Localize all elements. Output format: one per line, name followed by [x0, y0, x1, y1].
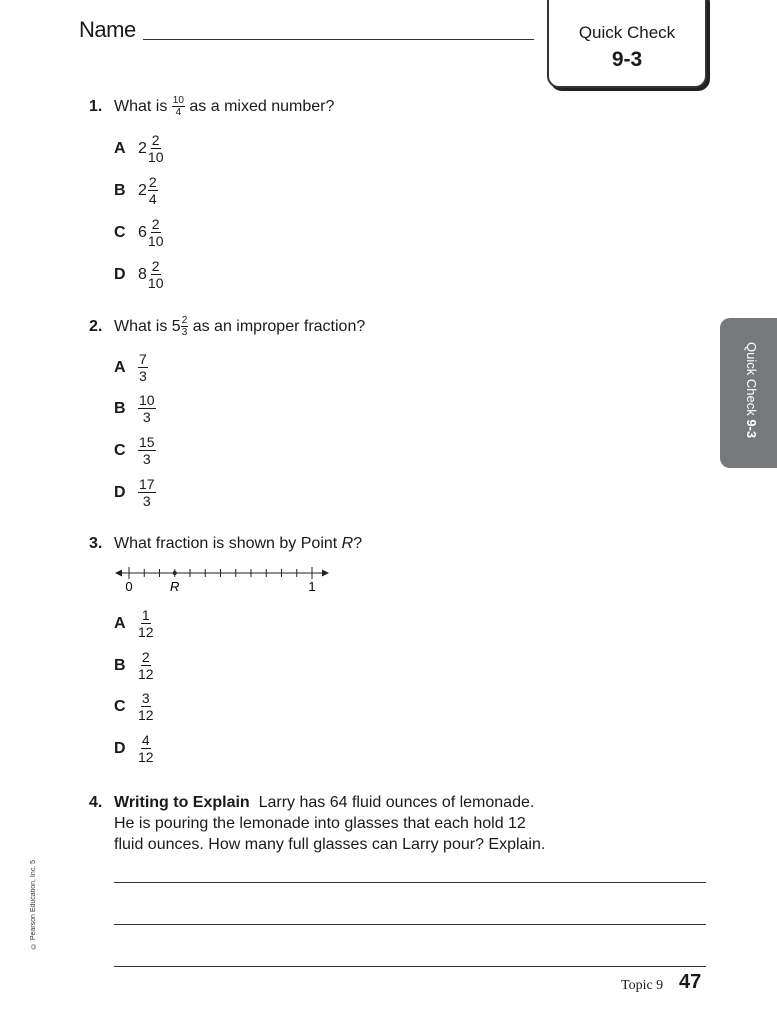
answer-option-1c[interactable]: [114, 217, 163, 248]
question-1: [89, 96, 334, 118]
option-letter: B: [114, 656, 126, 674]
number-line-point-label: R: [170, 579, 180, 594]
fraction-numerator: 4: [141, 732, 150, 748]
answer-option-2b[interactable]: [114, 393, 156, 424]
option-letter: D: [114, 265, 126, 283]
question-text-line-1: Larry has 64 fluid ounces of lemonade.: [258, 794, 535, 811]
fraction-denominator: 4: [175, 107, 182, 118]
answer-option-2c[interactable]: [114, 435, 156, 466]
question-number: 2.: [89, 318, 103, 335]
fraction-numerator: 17: [139, 476, 155, 492]
fraction-numerator: 2: [151, 216, 160, 232]
point-r-marker: [173, 571, 177, 575]
answer-option-1b[interactable]: [114, 175, 158, 206]
question-text-line-2: He is pouring the lemonade into glasses that each hold 12: [114, 815, 526, 832]
fraction-denominator: 12: [138, 749, 154, 765]
option-fraction: [138, 477, 156, 508]
option-fraction: [148, 133, 164, 164]
question-number: 1.: [89, 98, 103, 115]
fraction-denominator: 3: [142, 409, 151, 425]
fraction-denominator: 3: [142, 451, 151, 467]
fraction-numerator: 10: [139, 392, 155, 408]
option-letter: B: [114, 181, 126, 199]
fraction-denominator: 3: [142, 493, 151, 509]
answer-option-1a[interactable]: [114, 133, 163, 164]
writing-to-explain-heading: Writing to Explain: [114, 794, 250, 811]
left-arrow-icon: [115, 570, 122, 577]
option-fraction: [138, 435, 156, 466]
answer-option-3c[interactable]: [114, 691, 154, 722]
fraction-numerator: 3: [141, 690, 150, 706]
option-letter: A: [114, 139, 126, 157]
fraction-numerator: 7: [139, 351, 147, 367]
name-line[interactable]: [143, 39, 534, 40]
question-4: [89, 792, 689, 855]
answer-option-1d[interactable]: [114, 259, 163, 290]
quick-check-title: Quick Check: [578, 23, 676, 42]
quick-check-number: 9-3: [611, 48, 643, 71]
option-fraction: [138, 650, 154, 681]
question-3: [89, 535, 362, 553]
fraction-numerator: 2: [148, 174, 157, 190]
question-text-line-3: fluid ounces. How many full glasses can Larry pour? Explain.: [114, 836, 546, 853]
question-number: 4.: [89, 794, 103, 811]
quick-check-box: [547, 0, 707, 88]
question-fraction: [181, 316, 189, 338]
point-label-inline: R: [341, 535, 354, 552]
fraction-denominator: 10: [147, 149, 164, 165]
fraction-denominator: 10: [147, 233, 164, 249]
fraction-numerator: 2: [141, 649, 150, 665]
fraction-denominator: 10: [147, 275, 164, 291]
answer-option-2a[interactable]: [114, 352, 148, 383]
option-whole: 8: [138, 265, 147, 283]
question-text: What is 5: [114, 318, 181, 335]
option-whole: 2: [138, 139, 147, 157]
fraction-denominator: 3: [181, 327, 188, 338]
fraction-numerator: 2: [181, 315, 188, 326]
fraction-denominator: 12: [138, 666, 154, 682]
option-whole: 6: [138, 223, 147, 241]
option-letter: C: [114, 223, 126, 241]
option-letter: A: [114, 614, 126, 632]
question-text: What fraction is shown by Point: [114, 535, 338, 552]
fraction-numerator: 15: [139, 434, 155, 450]
question-fraction: [172, 96, 185, 118]
option-fraction: [138, 393, 156, 424]
side-tab-title: Quick Check: [744, 342, 759, 416]
option-whole: 2: [138, 181, 147, 199]
fraction-denominator: 3: [139, 368, 147, 384]
answer-line-3[interactable]: [114, 966, 706, 967]
fraction-denominator: 12: [138, 707, 154, 723]
option-letter: A: [114, 358, 126, 376]
answer-option-3b[interactable]: [114, 650, 154, 681]
answer-option-3d[interactable]: [114, 733, 154, 764]
option-letter: C: [114, 697, 126, 715]
question-text-end: ?: [353, 535, 363, 552]
option-fraction: [148, 175, 158, 206]
fraction-numerator: 2: [151, 132, 160, 148]
name-label: Name: [79, 17, 136, 42]
side-tab: [720, 318, 777, 468]
question-2: [89, 316, 365, 338]
copyright-notice: © Pearson Education, Inc. 5: [30, 860, 37, 950]
option-letter: D: [114, 483, 126, 501]
option-letter: D: [114, 739, 126, 757]
option-fraction: [138, 691, 154, 722]
question-text-end: as an improper fraction?: [192, 318, 366, 335]
option-fraction: [138, 608, 154, 639]
side-tab-number: 9-3: [744, 419, 759, 439]
answer-line-2[interactable]: [114, 924, 706, 925]
fraction-denominator: 12: [138, 624, 154, 640]
option-letter: C: [114, 441, 126, 459]
option-fraction: [138, 733, 154, 764]
answer-line-1[interactable]: [114, 882, 706, 883]
fraction-numerator: 10: [172, 95, 184, 106]
page-number: 47: [679, 971, 702, 993]
question-text-end: as a mixed number?: [189, 98, 335, 115]
side-tab-label: [744, 342, 759, 438]
right-arrow-icon: [322, 570, 329, 577]
option-fraction: [138, 352, 148, 383]
option-fraction: [148, 217, 164, 248]
option-letter: B: [114, 399, 126, 417]
answer-option-2d[interactable]: [114, 477, 156, 508]
question-text: What is: [114, 98, 168, 115]
footer-topic: Topic 9: [621, 978, 664, 993]
fraction-numerator: 1: [141, 607, 150, 623]
question-number: 3.: [89, 535, 103, 552]
option-fraction: [148, 259, 164, 290]
fraction-denominator: 4: [148, 191, 157, 207]
number-line-start-label: 0: [125, 579, 133, 594]
number-line-end-label: 1: [308, 579, 316, 594]
number-line: [114, 562, 334, 596]
answer-option-3a[interactable]: [114, 608, 154, 639]
fraction-numerator: 2: [151, 258, 160, 274]
